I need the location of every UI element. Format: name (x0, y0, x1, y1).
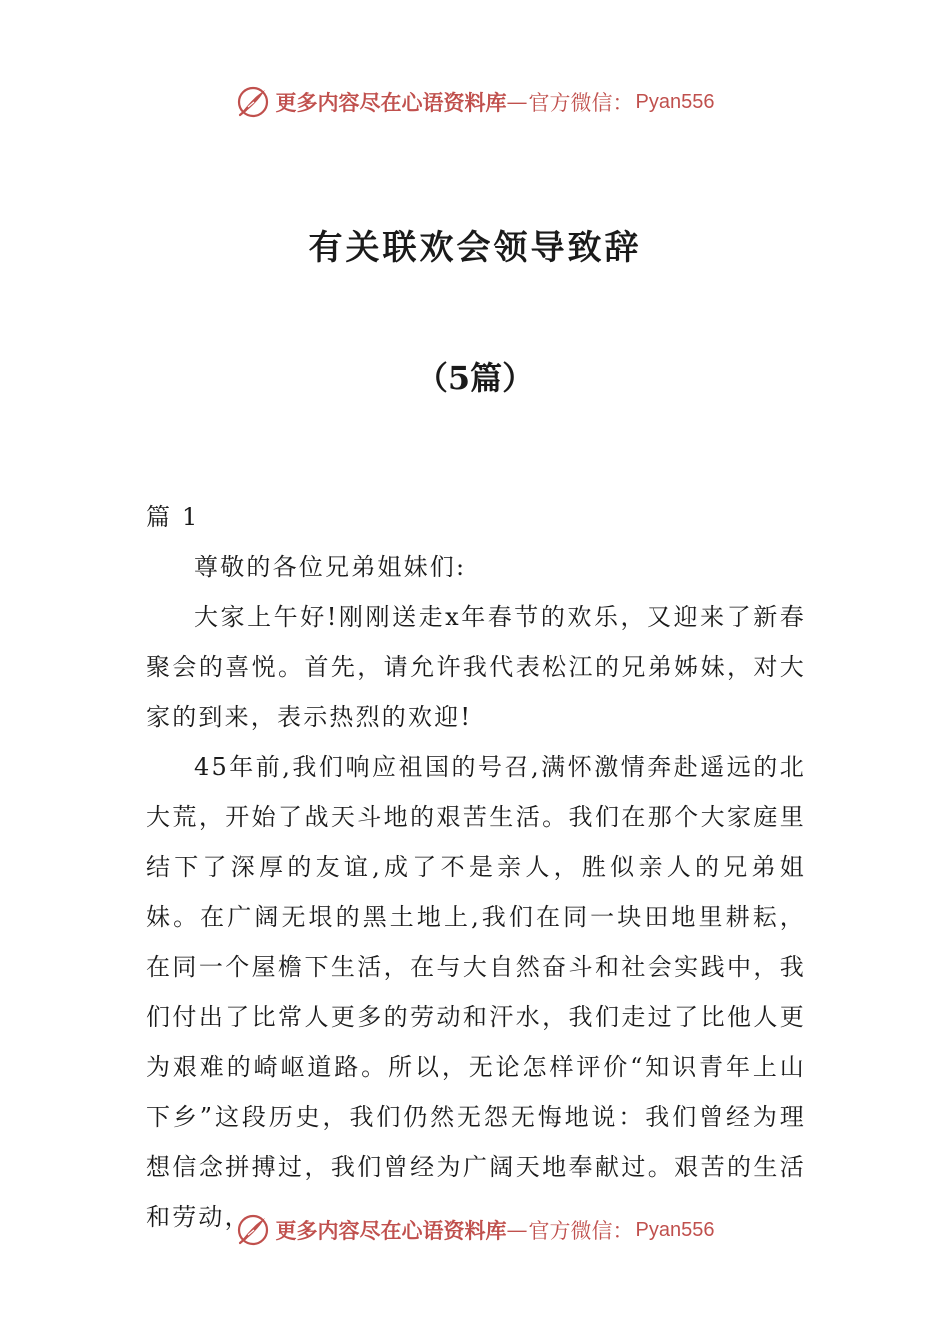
footer-banner (0, 1210, 950, 1250)
banner-separator: — (506, 90, 529, 114)
banner-brand-text: 更多内容尽在心语资料库 (275, 1218, 507, 1243)
quill-pen-logo-icon (236, 85, 270, 119)
banner-wechat-id: Pyan556 (635, 1218, 715, 1241)
document-title: 有关联欢会领导致辞 (308, 228, 642, 268)
paragraph: 大家上午好!刚刚送走x年春节的欢乐，又迎来了新春聚会的喜悦。首先，请允许我代表松江的兄弟姊妹，对大家的到来，表示热烈的欢迎! (146, 603, 806, 731)
banner-label: 官方微信： (528, 91, 634, 115)
paragraph: 45年前,我们响应祖国的号召,满怀激情奔赴遥远的北大荒，开始了战天斗地的艰苦生活。我们在那个大家庭里结下了深厚的友谊,成了不是亲人，胜似亲人的兄弟姐妹。在广阔无垠的黑土地上,我们在同一块田地里耕耘，在同一个屋檐下生活，在与大自然奋斗和社会实践中，我们付出了比常人更多的劳动和汗水，我们走过了比他人更为艰难的崎岖道路。所以，无论怎样评价“知识青年上山下乡”这段历史，我们仍然无怨无悔地说：我们曾经为理想信念拼搏过，我们曾经为广阔天地奉献过。艰苦的生活和劳动， (146, 753, 806, 1231)
paragraph: 尊敬的各位兄弟姐妹们: (194, 553, 467, 581)
banner-brand-text: 更多内容尽在心语资料库 (275, 90, 507, 115)
quill-pen-logo-icon (236, 1213, 270, 1247)
document-body (146, 492, 806, 1242)
banner-label: 官方微信： (528, 1219, 634, 1243)
banner-wechat-id: Pyan556 (635, 90, 715, 113)
header-banner (0, 82, 950, 122)
document-subtitle: （5篇） (415, 359, 535, 397)
section-heading: 篇 1 (146, 503, 200, 531)
banner-separator: — (506, 1218, 529, 1242)
